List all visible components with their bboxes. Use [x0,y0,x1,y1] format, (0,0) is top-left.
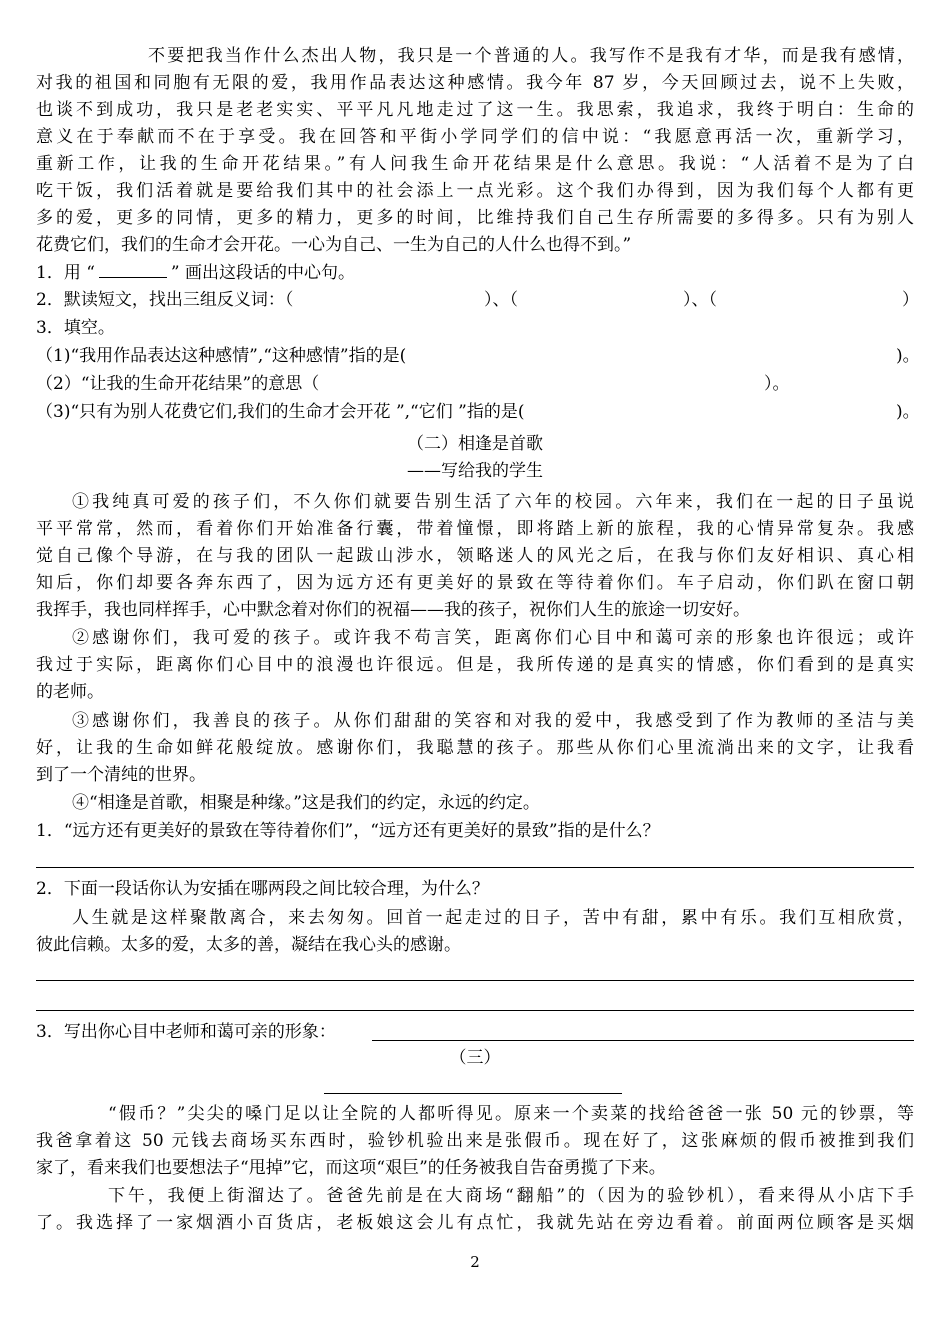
passage1-line: 重新工作，让我的生命开花结果。”有人问我生命开花结果是什么意思。我说：“人活着不是为了白 [36,154,914,174]
question-2-2-text: 彼此信赖。太多的爱，太多的善，凝结在我心头的感谢。 [36,935,461,955]
question-1-1 [36,263,355,283]
passage2-line: ③感谢你们，我善良的孩子。从你们甜甜的笑容和对我的爱中，我感受到了作为教师的圣洁与美 [72,711,914,731]
question-2-1: 1．“远方还有更美好的景致在等待着你们”，“远方还有更美好的景致”指的是什么？ [36,821,660,841]
section-subtitle: ——写给我的学生 [407,461,543,481]
passage1-line: 吃干饭，我们活着就是要给我们其中的社会添上一点光彩。这个我们办得到，因为我们每个人都有更 [36,181,914,201]
answer-blank[interactable] [99,263,167,278]
passage2-line: ④“相逢是首歌，相聚是种缘。”这是我们的约定，永远的约定。 [72,793,540,813]
section-title: （三） [449,1048,501,1068]
question-text: 1．用 “ [36,263,95,283]
passage2-line: ②感谢你们，我可爱的孩子。或许我不苟言笑，距离你们心目中和蔼可亲的形象也许很远；或许 [72,628,914,648]
question-1-2-separator: ）、（ [484,290,518,310]
question-2-2: 2．下面一段话你认为安插在哪两段之间比较合理，为什么？ [36,879,489,899]
passage1-line: 花费它们，我们的生命才会开花。一心为自己、一生为自己的人什么也得不到。” [36,235,632,255]
passage3-line: “假币？”尖尖的嗓门足以让全院的人都听得见。原来一个卖菜的找给爸爸一张 50 元的钞票，等 [108,1104,914,1124]
title-blank-line[interactable] [324,1093,622,1094]
question-1-3-2: （2）“让我的生命开花结果”的意思（ [36,374,320,394]
question-1-3: 3．填空。 [36,318,115,338]
answer-line[interactable] [372,1040,914,1041]
question-1-2: 2．默读短文，找出三组反义词：（ [36,290,294,310]
question-1-2-separator: ）、（ [683,290,717,310]
passage1-line: 不要把我当作什么杰出人物，我只是一个普通的人。我写作不是我有才华，而是我有感情， [148,46,914,66]
passage3-line: 我爸拿着这 50 元钱去商场买东西时，验钞机验出来是张假币。现在好了，这张麻烦的假币被推到我们 [36,1131,914,1151]
passage3-line: 下午，我便上街溜达了。爸爸先前是在大商场“翻船”的（因为的验钞机），看来得从小店下手 [108,1186,914,1206]
passage2-line: 平平常常，然而，看着你们开始准备行囊，带着憧憬，即将踏上新的旅程，我的心情异常复杂。我感 [36,519,914,539]
question-1-2-end: ） [902,290,919,310]
answer-line[interactable] [36,1010,914,1011]
passage2-line: ①我纯真可爱的孩子们，不久你们就要告别生活了六年的校园。六年来，我们在一起的日子虽说 [72,492,914,512]
passage2-line: 知后，你们却要各奔东西了，因为远方还有更美好的景致在等待着你们。车子启动，你们趴在窗口朝 [36,573,914,593]
passage2-line: 好，让我的生命如鲜花般绽放。感谢你们，我聪慧的孩子。那些从你们心里流淌出来的文字，让我看 [36,738,914,758]
passage2-line: 到了一个清纯的世界。 [36,765,206,785]
passage2-line: 我挥手，我也同样挥手，心中默念着对你们的祝福——我的孩子，祝你们人生的旅途一切安好。 [36,600,750,620]
answer-line[interactable] [36,980,914,981]
passage2-line: 的老师。 [36,682,104,702]
question-1-3-1: （1)“我用作品表达这种感情”,“这种感情”指的是( [36,346,407,366]
answer-line[interactable] [36,867,914,868]
section-title: （二）相逢是首歌 [407,434,543,454]
passage1-line: 对我的祖国和同胞有无限的爱，我用作品表达这种感情。我今年 87 岁，今天回顾过去，说不上失败， [36,73,914,93]
passage3-line: 了。我选择了一家烟酒小百货店，老板娘这会儿有点忙，我就先站在旁边看着。前面两位顾客是买烟 [36,1213,914,1233]
passage1-line: 多的爱，更多的同情，更多的精力，更多的时间，比维持我们自己生存所需要的多得多。只有为别人 [36,208,914,228]
question-text: ” 画出这段话的中心句。 [170,263,356,283]
passage3-line: 家了，看来我们也要想法子“甩掉”它，而这项“艰巨”的任务被我自告奋勇揽了下来。 [36,1158,666,1178]
question-1-3-3-end: )。 [896,402,920,422]
passage2-line: 觉自己像个导游，在与我的团队一起跋山涉水，领略迷人的风光之后，在我与你们友好相识、真心相 [36,546,914,566]
question-1-3-2-end: ）。 [764,374,790,394]
page-number: 2 [470,1253,480,1271]
passage2-line: 我过于实际，距离你们心目中的浪漫也许很远。但是，我所传递的是真实的情感，你们看到的是真实 [36,655,914,675]
question-2-2-text: 人生就是这样聚散离合，来去匆匆。回首一起走过的日子，苦中有甜，累中有乐。我们互相欣赏， [72,908,914,928]
passage1-line: 也谈不到成功，我只是老老实实、平平凡凡地走过了这一生。我思索，我追求，我终于明白：生命的 [36,100,914,120]
passage1-line: 意义在于奉献而不在于享受。我在回答和平街小学同学们的信中说：“我愿意再活一次，重新学习， [36,127,914,147]
question-1-3-3: （3)“只有为别人花费它们,我们的生命才会开花 ”,“它们 ”指的是( [36,402,525,422]
question-1-3-1-end: )。 [896,346,920,366]
question-2-3: 3．写出你心目中老师和蔼可亲的形象： [36,1022,336,1042]
